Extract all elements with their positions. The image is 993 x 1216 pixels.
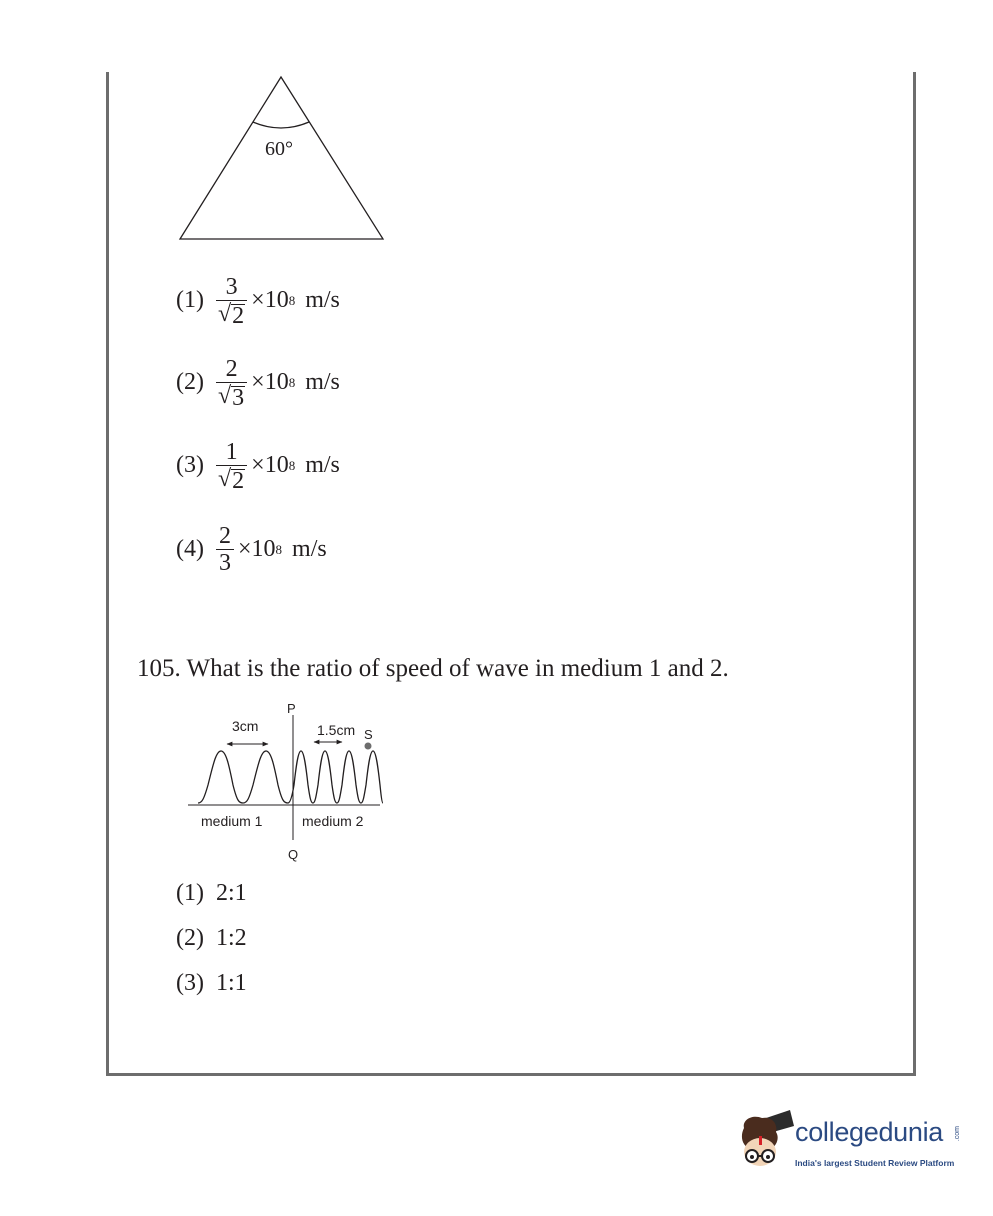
option-number: (2) (176, 925, 204, 951)
fraction (216, 439, 247, 492)
option-text: 1:2 (215, 925, 247, 951)
logo-tagline: India's largest Student Review Platform (795, 1158, 955, 1168)
unit: m/s (305, 287, 340, 313)
option-text: 1:1 (215, 970, 247, 996)
prism-figure (170, 70, 400, 250)
unit: m/s (305, 369, 340, 395)
option-number: (4) (176, 536, 204, 562)
option-text: 2:1 (215, 880, 247, 906)
collegedunia-logo[interactable] (732, 1106, 962, 1178)
exponent: 8 (288, 457, 296, 473)
label-p: P (287, 701, 296, 716)
q105-option-3 (176, 970, 247, 997)
option-2 (176, 356, 340, 409)
q105-option-2 (176, 925, 247, 952)
option-number: (3) (176, 452, 204, 478)
logo-wordmark: collegedunia (795, 1117, 944, 1147)
denominator: 3 (218, 550, 231, 576)
multiplier: ×10 (251, 369, 289, 395)
option-1 (176, 274, 340, 327)
logo-com: .com (954, 1126, 961, 1142)
radicand: 2 (232, 468, 245, 494)
q105-option-1 (176, 880, 247, 907)
unit: m/s (292, 536, 327, 562)
apex-angle-label: 60° (265, 138, 293, 160)
label-q: Q (288, 847, 299, 862)
numerator: 3 (225, 274, 238, 300)
numerator: 1 (225, 439, 238, 465)
multiplier: ×10 (251, 287, 289, 313)
fraction (216, 356, 247, 409)
point-s-marker (365, 743, 372, 750)
fraction (216, 274, 247, 327)
label-medium-1: medium 1 (201, 813, 263, 829)
multiplier: ×10 (251, 452, 289, 478)
sqrt-denominator: √ 3 (217, 383, 245, 411)
multiplier: ×10 (237, 536, 276, 562)
wave-figure (180, 695, 400, 870)
wave-curve (198, 751, 383, 803)
option-number: (1) (176, 287, 204, 313)
exponent: 8 (288, 292, 296, 308)
mascot-icon (732, 1106, 796, 1178)
unit: m/s (305, 452, 340, 478)
option-3 (176, 439, 340, 492)
label-1-5cm: 1.5cm (317, 722, 356, 738)
label-3cm: 3cm (232, 718, 259, 734)
page-frame-right (913, 72, 916, 1076)
option-number: (3) (176, 970, 204, 996)
sqrt-denominator: √ 2 (217, 301, 245, 329)
option-number: (1) (176, 880, 204, 906)
question-105: 105. What is the ratio of speed of wave in medium 1 and 2. (137, 655, 729, 682)
exponent: 8 (288, 374, 296, 390)
label-s: S (364, 727, 373, 742)
page-frame-bottom (106, 1073, 916, 1076)
label-medium-2: medium 2 (302, 813, 364, 829)
option-number: (2) (176, 369, 204, 395)
angle-arc (253, 122, 309, 128)
radicand: 3 (232, 385, 245, 411)
fraction (216, 523, 234, 576)
exponent: 8 (275, 541, 283, 557)
option-4 (176, 523, 327, 576)
numerator: 2 (225, 356, 238, 382)
sqrt-denominator: √ 2 (217, 466, 245, 494)
numerator: 2 (218, 523, 231, 549)
page-frame-left (106, 72, 109, 1076)
radicand: 2 (232, 303, 245, 329)
